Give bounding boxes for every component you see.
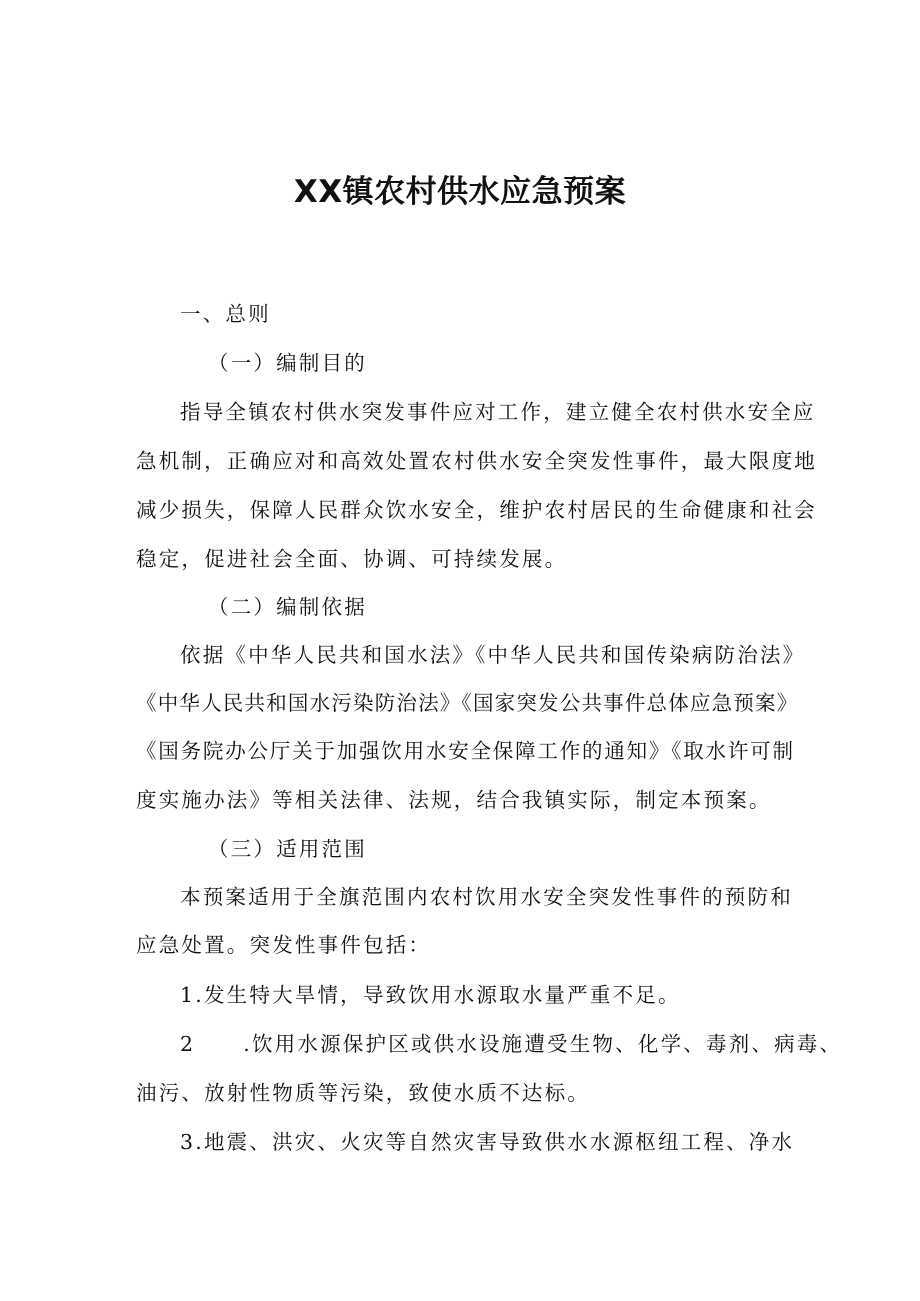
list-item-text: .地震、洪灾、火灾等自然灾害导致供水水源枢纽工程、净水 — [195, 1130, 795, 1154]
list-item-text: .饮用水源保护区或供水设施遭受生物、化学、毒剂、病毒、 — [243, 1032, 843, 1056]
list-item-continuation: 油污、放射性物质等污染，致使水质不达标。 — [136, 1081, 590, 1105]
list-item-text: .发生特大旱情，导致饮用水源取水量严重不足。 — [195, 983, 681, 1007]
list-item — [180, 981, 681, 1009]
subsection-heading-basis: （二）编制依据 — [208, 595, 367, 619]
paragraph-line: 稳定，促进社会全面、协调、可持续发展。 — [136, 547, 568, 571]
paragraph-line: 减少损失，保障人民群众饮水安全，维护农村居民的生命健康和社会 — [136, 498, 817, 522]
document-title: XX镇农村供水应急预案 — [293, 174, 627, 210]
paragraph-line: 急机制，正确应对和高效处置农村供水安全突发性事件，最大限度地 — [136, 449, 817, 473]
paragraph-line: 指导全镇农村供水突发事件应对工作，建立健全农村供水安全应 — [180, 400, 816, 424]
section-heading-general: 一、总则 — [180, 302, 271, 326]
list-item-number: 3 — [180, 1130, 196, 1154]
paragraph-line: 依据《中华人民共和国水法》《中华人民共和国传染病防治法》 — [180, 643, 806, 667]
paragraph-line: 《国务院办公厅关于加强饮用水安全保障工作的通知》《取水许可制 — [136, 739, 795, 763]
list-item-number: 2 — [180, 1032, 196, 1056]
paragraph-line: 本预案适用于全旗范围内农村饮用水安全突发性事件的预防和 — [180, 885, 793, 909]
subsection-heading-purpose: （一）编制目的 — [208, 351, 367, 375]
list-item — [180, 1030, 842, 1058]
paragraph-line: 《中华人民共和国水污染防治法》《国家突发公共事件总体应急预案》 — [136, 691, 799, 715]
subsection-heading-scope: （三）适用范围 — [208, 837, 367, 861]
paragraph-line: 应急处置。突发性事件包括： — [136, 933, 432, 957]
list-item-number: 1 — [180, 983, 196, 1007]
list-item — [180, 1128, 794, 1156]
paragraph-line: 度实施办法》等相关法律、法规，结合我镇实际，制定本预案。 — [136, 788, 772, 812]
